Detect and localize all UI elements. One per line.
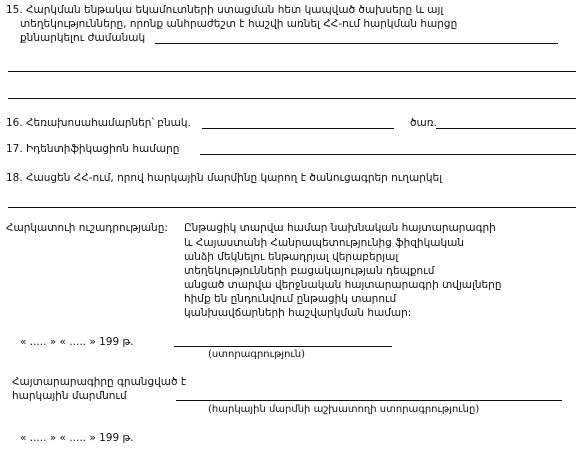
taxpayer-signature-line[interactable] [174,346,392,347]
notice-line: տեղեկությունների բացակայության դեպքում [184,265,435,277]
notice-line: և Հայաստանի Հանրապետությունից ֆիզիկական [184,237,465,249]
q15-answer-line-1[interactable] [155,43,558,44]
notice-line: կանխավճարների հաշվարկման համար: [184,307,412,319]
q17-id-number-field[interactable] [200,154,576,155]
q15-text-line1: 15. Հարկման ենթակա եկամուտների ստացման հետ կապված ծախսերը և այլ [6,4,444,16]
notice-line: հիմք են ընդունվում ընթացիկ տարում [184,293,397,305]
notice-label: Հարկատուի ուշադրությանը: [6,222,168,234]
received-label-line2: հարկային մարմնում [12,390,127,402]
notice-line: անցած տարվա վերջնական հայտարարագրի տվյալները [184,279,502,291]
q18-address-line[interactable] [8,207,576,208]
date-field-taxpayer[interactable]: « ..... » « ..... » 199 թ. [20,336,134,348]
q16-work-phone-field[interactable] [436,128,576,129]
q16-work-label: ծառ. [410,117,437,129]
q16-home-phone-field[interactable] [202,128,394,129]
q17-label: 17. Իդենտիֆիկացիոն համարը [6,143,180,155]
q18-label: 18. Հասցեն ՀՀ-ում, որով հարկային մարմինը կարող է ծանուցագրեր ուղարկել [6,172,443,184]
q15-text-line3: քննարկելու ժամանակ [20,32,146,44]
q15-text-line2: տեղեկությունները, որոնք անհրաժեշտ է հաշվի առնել ՀՀ-ում հարկման հարցը [20,18,458,30]
tax-officer-signature-line[interactable] [176,400,562,401]
date-field-registration[interactable]: « ..... » « ..... » 199 թ. [20,432,134,444]
received-label-line1: Հայտարարագիրը գրանցված է [12,376,187,388]
notice-line: անձի մեկնելու ենթադրյալ վերաբերյալ [184,251,399,263]
notice-line: Ընթացիկ տարվա համար նախնական հայտարարագրի [184,222,496,234]
q15-answer-line-3[interactable] [8,98,576,99]
tax-officer-signature-caption: (հարկային մարմնի աշխատողի ստորագրությունը) [208,404,480,415]
taxpayer-signature-caption: (ստորագրություն) [208,349,306,360]
q15-answer-line-2[interactable] [8,71,576,72]
q16-label: 16. Հեռախոսահամարներ՝ բնակ. [6,117,191,129]
